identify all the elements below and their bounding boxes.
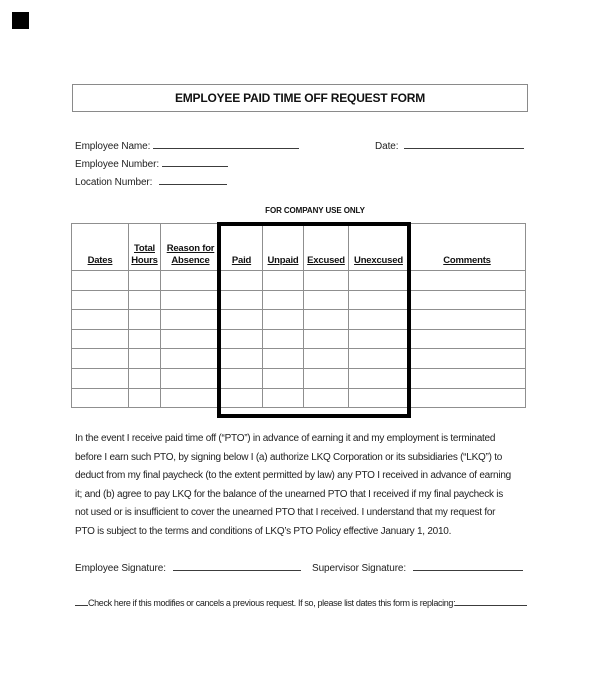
table-cell-comments[interactable] [409,349,526,369]
pto-table [71,223,526,408]
date-label: Date: [375,141,399,152]
table-cell-excused[interactable] [304,310,349,330]
table-cell-excused[interactable] [304,349,349,369]
table-cell-comments[interactable] [409,369,526,389]
column-header-excused: Excused [304,224,349,271]
table-cell-unexcused[interactable] [349,291,409,311]
table-cell-dates[interactable] [72,310,129,330]
table-cell-unexcused[interactable] [349,349,409,369]
table-cell-dates[interactable] [72,369,129,389]
table-cell-paid[interactable] [221,330,263,350]
table-cell-reason[interactable] [161,369,221,389]
table-cell-unpaid[interactable] [263,310,304,330]
column-header-reason-for-absence: Reason for Absence [161,224,221,271]
table-cell-comments[interactable] [409,330,526,350]
table-cell-excused[interactable] [304,369,349,389]
employee-name-field[interactable] [153,139,299,149]
table-cell-unexcused[interactable] [349,330,409,350]
company-use-only-banner: FOR COMPANY USE ONLY [265,206,365,215]
table-cell-dates[interactable] [72,330,129,350]
table-cell-excused[interactable] [304,389,349,409]
table-cell-dates[interactable] [72,349,129,369]
employee-name-row [75,139,299,152]
employee-number-row [75,157,228,170]
location-number-label: Location Number: [75,177,153,188]
table-cell-excused[interactable] [304,291,349,311]
supervisor-signature-field[interactable] [413,561,523,571]
employee-name-label: Employee Name: [75,141,151,152]
table-cell-reason[interactable] [161,349,221,369]
table-cell-unpaid[interactable] [263,389,304,409]
table-cell-excused[interactable] [304,330,349,350]
table-cell-total-hours[interactable] [129,389,161,409]
agreement-paragraph: In the event I receive paid time off (“PTO”) in advance of earning it and my employment is terminated before I earn such PTO, by signing below I (a) authorize LKQ Corporation or its subsidiaries (“LKQ”) to deduct from my final paycheck (to the extent permitted by law) any PTO I received in advance of earning it; and (b) agree to pay LKQ for the balance of the unearned PTO that I received if my final paycheck is not used or is insufficient to cover the unearned PTO that I received. I understand that my request for PTO is subject to the terms and conditions of LKQ’s PTO Policy effective January 1, 2010. [75,433,511,537]
column-header-total-hours: Total Hours [129,224,161,271]
table-cell-unpaid[interactable] [263,291,304,311]
form-title-box [72,84,528,112]
column-header-unexcused: Unexcused [349,224,409,271]
table-cell-comments[interactable] [409,291,526,311]
table-cell-total-hours[interactable] [129,349,161,369]
location-number-field[interactable] [159,175,227,185]
table-cell-total-hours[interactable] [129,271,161,291]
table-cell-paid[interactable] [221,369,263,389]
employee-signature-field[interactable] [173,561,301,571]
table-cell-comments[interactable] [409,271,526,291]
table-cell-paid[interactable] [221,291,263,311]
column-header-paid: Paid [221,224,263,271]
table-cell-dates[interactable] [72,291,129,311]
employee-signature-label: Employee Signature: [75,563,166,574]
table-cell-total-hours[interactable] [129,310,161,330]
table-cell-excused[interactable] [304,271,349,291]
table-cell-dates[interactable] [72,389,129,409]
table-cell-reason[interactable] [161,310,221,330]
table-cell-reason[interactable] [161,330,221,350]
supervisor-signature-label: Supervisor Signature: [312,563,407,574]
table-cell-comments[interactable] [409,389,526,409]
supervisor-signature-row [312,561,523,574]
table-cell-total-hours[interactable] [129,330,161,350]
table-cell-paid[interactable] [221,389,263,409]
table-cell-unpaid[interactable] [263,330,304,350]
table-cell-comments[interactable] [409,310,526,330]
page-corner-marker [12,12,29,29]
employee-signature-row [75,561,301,574]
column-header-dates: Dates [72,224,129,271]
form-title: EMPLOYEE PAID TIME OFF REQUEST FORM [174,91,426,105]
table-cell-total-hours[interactable] [129,291,161,311]
table-cell-unpaid[interactable] [263,349,304,369]
table-cell-unpaid[interactable] [263,271,304,291]
table-cell-unpaid[interactable] [263,369,304,389]
table-cell-reason[interactable] [161,271,221,291]
location-number-row [75,175,227,188]
table-cell-unexcused[interactable] [349,389,409,409]
date-row [375,139,524,152]
column-header-comments: Comments [409,224,526,271]
table-cell-paid[interactable] [221,349,263,369]
table-cell-total-hours[interactable] [129,369,161,389]
table-cell-unexcused[interactable] [349,369,409,389]
modification-check-text: Check here if this modifies or cancels a previous request. If so, please list dates this form is replacing: [88,598,456,608]
modification-check-row [75,596,527,608]
table-cell-reason[interactable] [161,291,221,311]
table-cell-unexcused[interactable] [349,310,409,330]
table-cell-dates[interactable] [72,271,129,291]
employee-number-label: Employee Number: [75,159,159,170]
table-cell-reason[interactable] [161,389,221,409]
date-field[interactable] [404,139,524,149]
table-cell-paid[interactable] [221,310,263,330]
table-cell-paid[interactable] [221,271,263,291]
replacing-dates-field[interactable] [455,596,527,606]
employee-number-field[interactable] [162,157,228,167]
table-cell-unexcused[interactable] [349,271,409,291]
column-header-unpaid: Unpaid [263,224,304,271]
check-here-field[interactable] [75,596,88,606]
